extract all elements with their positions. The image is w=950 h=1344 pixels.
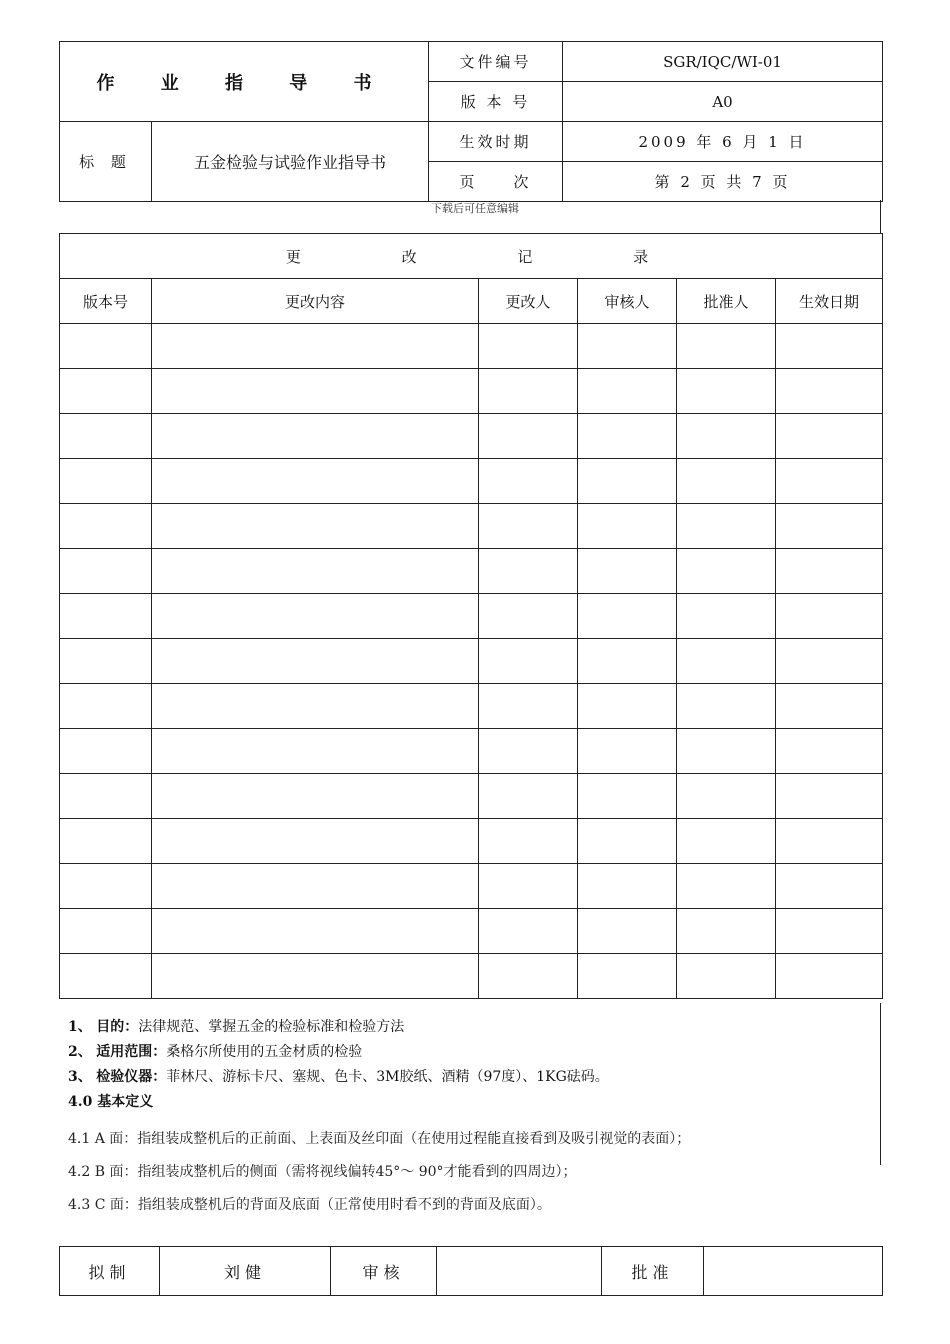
column-header: 版本号 bbox=[60, 279, 152, 324]
table-cell bbox=[152, 549, 479, 594]
download-note: 下载后可任意编辑 bbox=[431, 202, 519, 215]
table-row bbox=[60, 774, 883, 819]
table-cell bbox=[578, 909, 677, 954]
table-cell bbox=[776, 504, 883, 549]
table-cell bbox=[578, 864, 677, 909]
table-cell bbox=[677, 684, 776, 729]
table-cell bbox=[776, 594, 883, 639]
approve-value bbox=[704, 1247, 883, 1296]
table-cell bbox=[60, 594, 152, 639]
column-header: 更改人 bbox=[479, 279, 578, 324]
table-cell bbox=[578, 549, 677, 594]
table-cell bbox=[152, 639, 479, 684]
table-cell bbox=[479, 369, 578, 414]
table-row bbox=[60, 459, 883, 504]
table-cell bbox=[152, 954, 479, 999]
content-section bbox=[68, 1015, 888, 1222]
table-cell bbox=[776, 369, 883, 414]
table-cell bbox=[578, 369, 677, 414]
table-cell bbox=[60, 459, 152, 504]
draft-value: 刘健 bbox=[160, 1247, 331, 1296]
table-cell bbox=[60, 369, 152, 414]
table-cell bbox=[152, 774, 479, 819]
item-text: 桑格尔所使用的五金材质的检验 bbox=[166, 1044, 363, 1060]
table-row bbox=[60, 504, 883, 549]
table-cell bbox=[677, 594, 776, 639]
approve-label: 批准 bbox=[602, 1247, 704, 1296]
table-cell bbox=[152, 864, 479, 909]
table-cell bbox=[776, 549, 883, 594]
table-cell bbox=[578, 954, 677, 999]
table-cell bbox=[776, 864, 883, 909]
table-cell bbox=[578, 639, 677, 684]
table-cell bbox=[677, 864, 776, 909]
table-cell bbox=[578, 459, 677, 504]
review-value bbox=[437, 1247, 602, 1296]
table-row bbox=[60, 414, 883, 459]
table-row bbox=[60, 729, 883, 774]
table-cell bbox=[677, 369, 776, 414]
table-cell bbox=[60, 909, 152, 954]
column-header: 更改内容 bbox=[152, 279, 479, 324]
subject-label: 标 题 bbox=[60, 122, 152, 202]
table-cell bbox=[152, 819, 479, 864]
table-row bbox=[60, 954, 883, 999]
table-row bbox=[60, 369, 883, 414]
table-cell bbox=[578, 819, 677, 864]
table-cell bbox=[479, 819, 578, 864]
table-cell bbox=[152, 729, 479, 774]
effective-date-label: 生效时期 bbox=[429, 122, 563, 162]
table-cell bbox=[578, 504, 677, 549]
effective-date-value: 2009 年 6 月 1 日 bbox=[563, 122, 883, 162]
table-cell bbox=[479, 864, 578, 909]
doc-number-label: 文件编号 bbox=[429, 42, 563, 82]
item-label: 目的： bbox=[96, 1019, 139, 1035]
version-label: 版 本 号 bbox=[429, 82, 563, 122]
table-cell bbox=[677, 819, 776, 864]
draft-label: 拟制 bbox=[60, 1247, 160, 1296]
definition-c-face: 4.3 C 面：指组装成整机后的背面及底面（正常使用时看不到的背面及底面）。 bbox=[68, 1197, 551, 1213]
review-label: 审核 bbox=[331, 1247, 437, 1296]
table-cell bbox=[776, 729, 883, 774]
table-cell bbox=[677, 909, 776, 954]
table-cell bbox=[677, 459, 776, 504]
table-row bbox=[60, 684, 883, 729]
table-cell bbox=[677, 639, 776, 684]
table-cell bbox=[60, 684, 152, 729]
table-cell bbox=[479, 684, 578, 729]
table-cell bbox=[60, 954, 152, 999]
document-header-table bbox=[59, 41, 883, 202]
definition-a-face: 4.1 A 面：指组装成整机后的正前面、上表面及丝印面（在使用过程能直接看到及吸引视觉的表面）； bbox=[68, 1131, 691, 1147]
table-cell bbox=[578, 774, 677, 819]
table-cell bbox=[60, 414, 152, 459]
column-header: 生效日期 bbox=[776, 279, 883, 324]
table-cell bbox=[479, 324, 578, 369]
instruments-line bbox=[68, 1065, 888, 1090]
table-cell bbox=[152, 324, 479, 369]
table-cell bbox=[479, 549, 578, 594]
table-cell bbox=[776, 909, 883, 954]
table-cell bbox=[677, 774, 776, 819]
item-label: 检验仪器： bbox=[96, 1069, 167, 1085]
table-cell bbox=[60, 729, 152, 774]
table-cell bbox=[479, 729, 578, 774]
table-row bbox=[60, 324, 883, 369]
table-cell bbox=[578, 324, 677, 369]
table-row bbox=[60, 549, 883, 594]
item-text: 菲林尺、游标卡尺、塞规、色卡、3M胶纸、酒精（97度）、1KG砝码。 bbox=[166, 1069, 609, 1085]
scope-line bbox=[68, 1040, 888, 1065]
table-cell bbox=[578, 594, 677, 639]
table-row bbox=[60, 819, 883, 864]
item-number: 1、 bbox=[68, 1019, 92, 1035]
table-cell bbox=[60, 504, 152, 549]
change-record-body bbox=[60, 324, 883, 999]
table-cell bbox=[152, 594, 479, 639]
page-value: 第 2 页 共 7 页 bbox=[563, 162, 883, 202]
doc-number-value: SGR/IQC/WI-01 bbox=[563, 42, 883, 82]
table-cell bbox=[776, 774, 883, 819]
item-text: 法律规范、掌握五金的检验标准和检验方法 bbox=[138, 1019, 405, 1035]
table-cell bbox=[578, 414, 677, 459]
table-cell bbox=[60, 324, 152, 369]
change-record-title: 更 改 记 录 bbox=[60, 234, 883, 279]
table-cell bbox=[776, 819, 883, 864]
table-cell bbox=[677, 324, 776, 369]
table-cell bbox=[152, 684, 479, 729]
table-row bbox=[60, 864, 883, 909]
table-cell bbox=[578, 729, 677, 774]
item-label: 适用范围： bbox=[96, 1044, 167, 1060]
signoff-table bbox=[59, 1246, 883, 1296]
table-cell bbox=[776, 684, 883, 729]
table-cell bbox=[578, 684, 677, 729]
table-cell bbox=[479, 504, 578, 549]
table-cell bbox=[479, 459, 578, 504]
table-cell bbox=[776, 954, 883, 999]
table-cell bbox=[60, 549, 152, 594]
table-cell bbox=[677, 729, 776, 774]
table-cell bbox=[479, 414, 578, 459]
item-number: 2、 bbox=[68, 1044, 92, 1060]
table-cell bbox=[152, 369, 479, 414]
column-header: 审核人 bbox=[578, 279, 677, 324]
right-margin-rule bbox=[880, 200, 881, 233]
table-cell bbox=[776, 639, 883, 684]
purpose-line bbox=[68, 1015, 888, 1040]
table-cell bbox=[677, 504, 776, 549]
item-number: 3、 bbox=[68, 1069, 92, 1085]
table-cell bbox=[677, 549, 776, 594]
table-row bbox=[60, 594, 883, 639]
table-cell bbox=[479, 909, 578, 954]
table-cell bbox=[152, 504, 479, 549]
table-cell bbox=[152, 459, 479, 504]
table-cell bbox=[152, 414, 479, 459]
table-cell bbox=[60, 639, 152, 684]
table-cell bbox=[479, 954, 578, 999]
change-record-table bbox=[59, 233, 883, 999]
table-cell bbox=[677, 954, 776, 999]
table-cell bbox=[479, 594, 578, 639]
table-cell bbox=[60, 819, 152, 864]
subject-value: 五金检验与试验作业指导书 bbox=[152, 122, 429, 202]
table-cell bbox=[479, 639, 578, 684]
version-value: A0 bbox=[563, 82, 883, 122]
document-title: 作 业 指 导 书 bbox=[60, 42, 429, 122]
page-label: 页 次 bbox=[429, 162, 563, 202]
table-cell bbox=[60, 774, 152, 819]
table-cell bbox=[776, 324, 883, 369]
column-header: 批准人 bbox=[677, 279, 776, 324]
table-cell bbox=[677, 414, 776, 459]
table-cell bbox=[776, 414, 883, 459]
section-title: 4.0 基本定义 bbox=[68, 1094, 154, 1110]
table-cell bbox=[60, 864, 152, 909]
table-cell bbox=[479, 774, 578, 819]
table-row bbox=[60, 639, 883, 684]
table-row bbox=[60, 909, 883, 954]
table-cell bbox=[776, 459, 883, 504]
table-cell bbox=[152, 909, 479, 954]
definition-b-face: 4.2 B 面：指组装成整机后的侧面（需将视线偏转45°～ 90°才能看到的四周边）； bbox=[68, 1164, 577, 1180]
